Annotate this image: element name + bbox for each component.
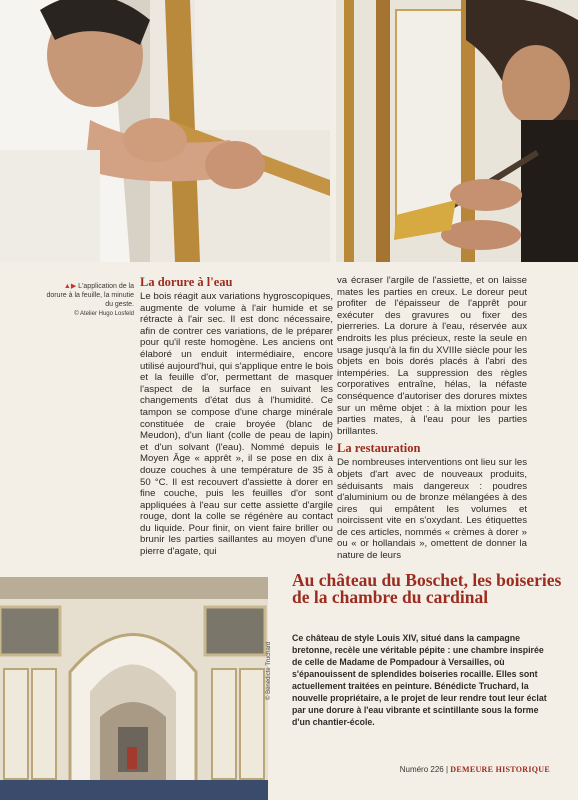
box-body: Ce château de style Louis XIV, situé dans la campagne bretonne, recèle une véritable pépite : une chambre inspirée de celle de Madame de Pompadour à Versailles, où s'épanouissent de splendides boiseries rocaille. Elles sont actuellement traitées en peinture. Bénédicte Truchard, la nouvelle propriétaire, a le projet de leur rendre tout leur éclat par une dorure à l'eau vibrante et scintillante sous la forme d'un chantier-école.: [292, 633, 547, 727]
photo-gilder-applying-leaf: [0, 0, 330, 262]
column-1-text: Le bois réagit aux variations hygroscopiques, augmente de volume à l'air humide et se rétracte à l'air sec. Il est donc nécessaire, afin de contrer ces variations, de le préparer pour qu'il reste homogène. Les anciens ont élaboré un enduit intermédiaire, encore utilisé aujourd'hui, qui s'applique entre le bois et la feuille d'or, permettant de masquer l'aspect de la surface en suivant les changements d'état dus à l'humidité. Ce tampon se compose d'une charge minérale constituée de craie broyée (blanc de Meudon), d'un liant (colle de peau de lapin) et d'un solvant (l'eau). Nommé depuis le Moyen Âge « apprêt », il se pose en dix à douze couches à une température de 35 à 50 °C. Il est recouvert d'assiette à dorer en fine couche, puis les feuilles d'or sont appliquées à l'eau sur cette assiette d'argile rouge, dont la colle se régénère au contact du liquide. Pour finir, on vient faire briller ou brunir les parties saillantes au moyen d'une pierre d'agate, qui: [140, 291, 333, 558]
heading-restauration: La restauration: [337, 441, 421, 456]
caption-arrows-icon: ▲▶: [63, 283, 77, 290]
photo-caption: [42, 282, 134, 319]
column-2-text-2: De nombreuses interventions ont lieu sur les objets d'art avec de nouveaux produits, séduisants mais dangereux : poudres d'aluminium ou de bronze mélangées à des cires qui empâtent les volumes et noircissent vite en s'oxydant. Les étiquettes de ces articles, nommés « crèmes à dorer » ou « or hollandais », omettent de donner la nature de leurs: [337, 457, 527, 562]
heading-dorure-a-leau: La dorure à l'eau: [140, 275, 233, 289]
article-column-1: [140, 275, 333, 558]
footer-issue: Numéro 226 |: [399, 765, 449, 774]
box-title: Au château du Boschet, les boiseries de la chambre du cardinal: [292, 570, 562, 607]
page-footer: [400, 765, 550, 774]
caption-text: L'application de la dorure à la feuille, la minutie du geste.: [46, 283, 134, 308]
photo-boiseries-chambre: [0, 577, 268, 800]
column-2-text-1: va écraser l'argile de l'assiette, et on laisse mates les parties en creux. Le doreur peut profiter de l'épaisseur de l'apprêt pour exécuter des gravures ou fixer des pierreries. La dorure à l'eau, réservée aux endroits les plus précieux, reste la seule en usage jusqu'à la fin du XVIIIe siècle pour les objets en bois dorés placés à l'abri des intempéries. La suppression des règles corporatives entraîne, hélas, la néfaste conséquence d'autoriser des dorures mixtes sur un même objet : à la mixtion pour les parties mates, à l'eau pour les parties brillantes.: [337, 275, 527, 437]
box-photo-credit: © Bénédicte Truchard: [266, 641, 272, 700]
article-column-2: [337, 275, 527, 562]
caption-credit: © Atelier Hugo Losfeld: [74, 311, 134, 317]
photo-gilder-with-brush: [336, 0, 578, 262]
footer-magazine: DEMEURE HISTORIQUE: [450, 765, 550, 774]
